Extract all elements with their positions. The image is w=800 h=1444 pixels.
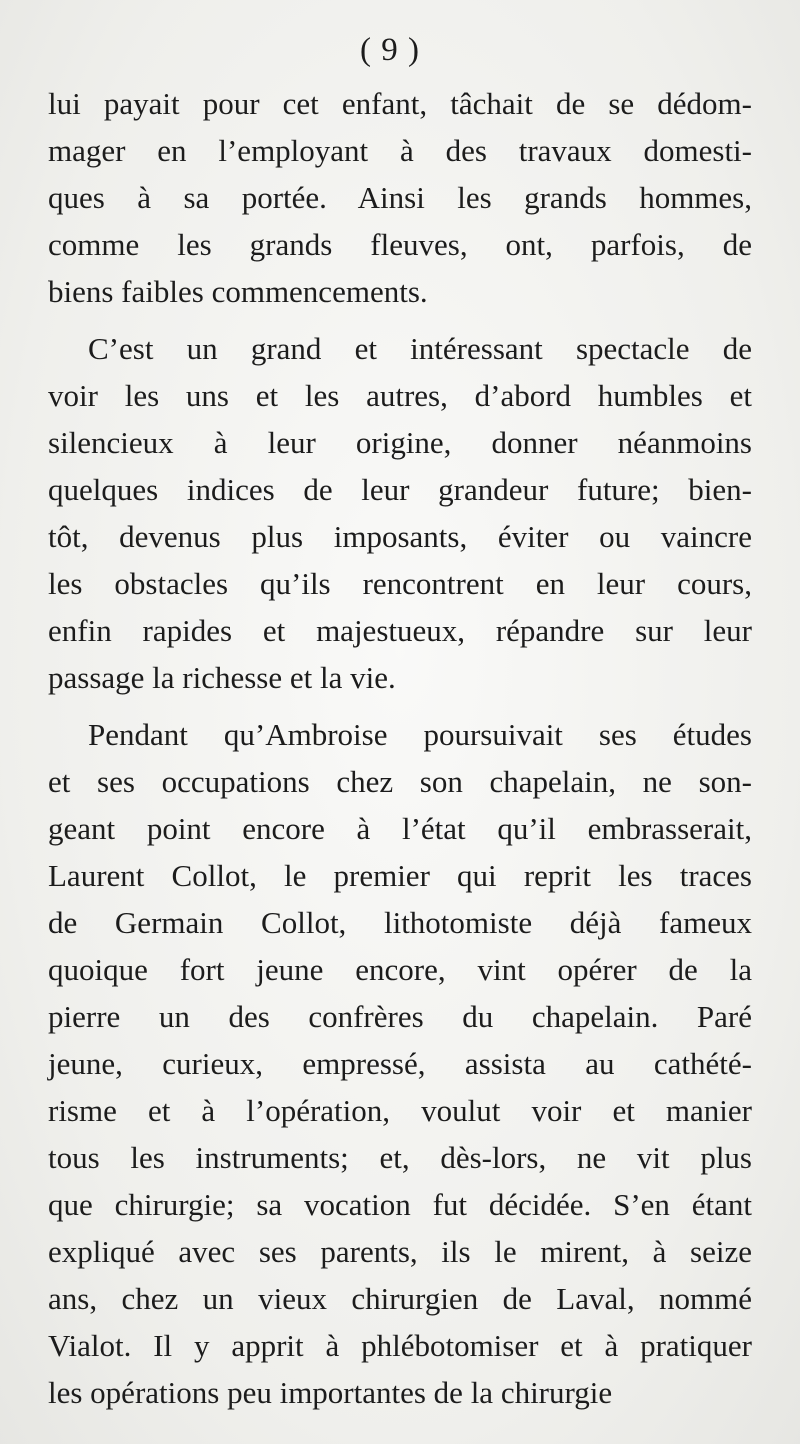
paragraph-3: [48, 711, 752, 1416]
text-line: enfin rapides et majestueux, répandre sur leur: [48, 613, 752, 648]
text-line: silencieux à leur origine, donner néanmoins: [48, 425, 752, 460]
text-line: biens faibles commencements.: [48, 274, 428, 309]
text-line: geant point encore à l’état qu’il embrasserait,: [48, 811, 752, 846]
text-line: C’est un grand et intéressant spectacle de: [88, 331, 752, 366]
text-line: Vialot. Il y apprit à phlébotomiser et à pratiquer: [48, 1328, 752, 1363]
text-line: et ses occupations chez son chapelain, ne son-: [48, 764, 752, 799]
text-line: mager en l’employant à des travaux domesti-: [48, 133, 752, 168]
text-line: les obstacles qu’ils rencontrent en leur cours,: [48, 566, 752, 601]
text-line: voir les uns et les autres, d’abord humbles et: [48, 378, 752, 413]
text-line: ques à sa portée. Ainsi les grands hommes,: [48, 180, 752, 215]
text-line: pierre un des confrères du chapelain. Paré: [48, 999, 752, 1034]
text-line: de Germain Collot, lithotomiste déjà fameux: [48, 905, 752, 940]
text-line: quelques indices de leur grandeur future; bien-: [48, 472, 752, 507]
page-number: ( 9 ): [360, 32, 420, 68]
text-line: tous les instruments; et, dès-lors, ne vit plus: [48, 1140, 752, 1175]
text-line: expliqué avec ses parents, ils le mirent, à seize: [48, 1234, 752, 1269]
text-line: Laurent Collot, le premier qui reprit les traces: [48, 858, 752, 893]
body-text: [48, 80, 752, 1416]
text-line: ans, chez un vieux chirurgien de Laval, nommé: [48, 1281, 752, 1316]
text-line: lui payait pour cet enfant, tâchait de se dédom-: [48, 86, 752, 121]
text-line: risme et à l’opération, voulut voir et manier: [48, 1093, 752, 1128]
text-line: tôt, devenus plus imposants, éviter ou vaincre: [48, 519, 752, 554]
text-line: passage la richesse et la vie.: [48, 660, 396, 695]
text-line: Pendant qu’Ambroise poursuivait ses études: [88, 717, 752, 752]
text-line: comme les grands fleuves, ont, parfois, de: [48, 227, 752, 262]
text-line: que chirurgie; sa vocation fut décidée. S’en étant: [48, 1187, 752, 1222]
text-line: les opérations peu importantes de la chirurgie: [48, 1375, 613, 1410]
paragraph-2: [48, 325, 752, 701]
text-line: quoique fort jeune encore, vint opérer de la: [48, 952, 752, 987]
text-line: jeune, curieux, empressé, assista au cathété-: [48, 1046, 752, 1081]
paragraph-1: [48, 80, 752, 315]
